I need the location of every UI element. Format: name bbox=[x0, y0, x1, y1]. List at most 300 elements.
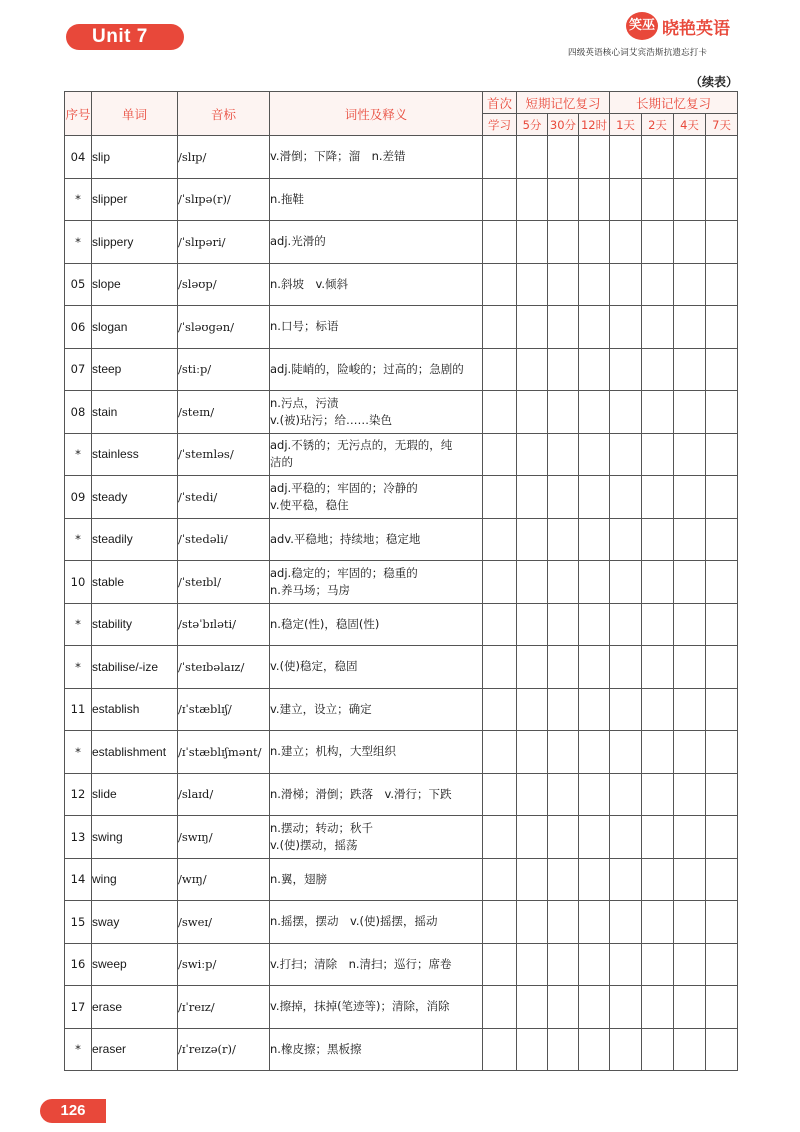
review-checkbox-cell[interactable] bbox=[642, 348, 674, 391]
review-checkbox-cell[interactable] bbox=[579, 391, 610, 434]
row-ipa: /ɪˈreɪzə(r)/ bbox=[178, 1028, 270, 1071]
row-definition bbox=[270, 221, 483, 264]
row-ipa: /swiːp/ bbox=[178, 943, 270, 986]
review-checkbox-cell[interactable] bbox=[548, 306, 579, 349]
row-definition bbox=[270, 476, 483, 519]
review-checkbox-cell[interactable] bbox=[579, 306, 610, 349]
review-checkbox-cell[interactable] bbox=[579, 816, 610, 859]
row-word: slide bbox=[92, 773, 178, 816]
review-checkbox-cell[interactable] bbox=[579, 901, 610, 944]
review-checkbox-cell[interactable] bbox=[483, 263, 517, 306]
row-number: * bbox=[65, 518, 92, 561]
review-checkbox-cell[interactable] bbox=[579, 348, 610, 391]
review-checkbox-cell[interactable] bbox=[517, 1028, 548, 1071]
definition-line: 洁的 bbox=[270, 455, 293, 470]
review-checkbox-cell[interactable] bbox=[579, 646, 610, 689]
review-checkbox-cell[interactable] bbox=[706, 901, 738, 944]
header-interval: 2天 bbox=[642, 114, 674, 136]
row-number: * bbox=[65, 433, 92, 476]
review-checkbox-cell[interactable] bbox=[548, 221, 579, 264]
row-ipa: /ˈstedəli/ bbox=[178, 518, 270, 561]
review-checkbox-cell[interactable] bbox=[610, 943, 642, 986]
review-checkbox-cell[interactable] bbox=[548, 603, 579, 646]
row-definition bbox=[270, 646, 483, 689]
row-number: * bbox=[65, 178, 92, 221]
row-number: 06 bbox=[65, 306, 92, 349]
review-checkbox-cell[interactable] bbox=[642, 646, 674, 689]
review-checkbox-cell[interactable] bbox=[517, 263, 548, 306]
review-checkbox-cell[interactable] bbox=[706, 476, 738, 519]
row-ipa: /ˈsteɪnləs/ bbox=[178, 433, 270, 476]
vocabulary-table bbox=[64, 91, 738, 1071]
table-row bbox=[65, 731, 738, 774]
review-checkbox-cell[interactable] bbox=[579, 561, 610, 604]
review-checkbox-cell[interactable] bbox=[674, 476, 706, 519]
review-checkbox-cell[interactable] bbox=[610, 178, 642, 221]
unit-badge: Unit 7 bbox=[66, 24, 184, 50]
review-checkbox-cell[interactable] bbox=[548, 901, 579, 944]
row-ipa: /sləʊp/ bbox=[178, 263, 270, 306]
review-checkbox-cell[interactable] bbox=[674, 858, 706, 901]
review-checkbox-cell[interactable] bbox=[548, 476, 579, 519]
review-checkbox-cell[interactable] bbox=[674, 348, 706, 391]
row-ipa: /ˈsteɪbl/ bbox=[178, 561, 270, 604]
row-number: 17 bbox=[65, 986, 92, 1029]
review-checkbox-cell[interactable] bbox=[706, 263, 738, 306]
definition-line: adj.稳定的；牢固的；稳重的 bbox=[270, 565, 418, 580]
row-definition bbox=[270, 986, 483, 1029]
review-checkbox-cell[interactable] bbox=[610, 561, 642, 604]
row-ipa: /ˈslɪpə(r)/ bbox=[178, 178, 270, 221]
review-checkbox-cell[interactable] bbox=[642, 943, 674, 986]
definition-line: n.滑梯；滑倒；跌落 v.滑行；下跌 bbox=[270, 786, 452, 801]
review-checkbox-cell[interactable] bbox=[579, 136, 610, 179]
review-checkbox-cell[interactable] bbox=[517, 391, 548, 434]
row-definition bbox=[270, 688, 483, 731]
row-ipa: /ɪˈstæblɪʃmənt/ bbox=[178, 731, 270, 774]
review-checkbox-cell[interactable] bbox=[674, 178, 706, 221]
table-row bbox=[65, 518, 738, 561]
header-number: 序号 bbox=[65, 92, 92, 136]
row-ipa: /sweɪ/ bbox=[178, 901, 270, 944]
review-checkbox-cell[interactable] bbox=[483, 476, 517, 519]
review-checkbox-cell[interactable] bbox=[579, 986, 610, 1029]
header-interval: 7天 bbox=[706, 114, 738, 136]
review-checkbox-cell[interactable] bbox=[706, 943, 738, 986]
review-checkbox-cell[interactable] bbox=[517, 986, 548, 1029]
row-word: stable bbox=[92, 561, 178, 604]
header-first-study-sub: 学习 bbox=[483, 114, 517, 136]
review-checkbox-cell[interactable] bbox=[706, 136, 738, 179]
review-checkbox-cell[interactable] bbox=[579, 688, 610, 731]
row-word: stainless bbox=[92, 433, 178, 476]
review-checkbox-cell[interactable] bbox=[610, 1028, 642, 1071]
row-word: swing bbox=[92, 816, 178, 859]
review-checkbox-cell[interactable] bbox=[579, 773, 610, 816]
row-definition bbox=[270, 433, 483, 476]
header-interval: 5分 bbox=[517, 114, 548, 136]
review-checkbox-cell[interactable] bbox=[674, 646, 706, 689]
review-checkbox-cell[interactable] bbox=[610, 773, 642, 816]
review-checkbox-cell[interactable] bbox=[517, 561, 548, 604]
definition-line: n.摇摆，摆动 v.(使)摇摆，摇动 bbox=[270, 914, 438, 929]
row-word: establish bbox=[92, 688, 178, 731]
review-checkbox-cell[interactable] bbox=[548, 858, 579, 901]
review-checkbox-cell[interactable] bbox=[483, 178, 517, 221]
review-checkbox-cell[interactable] bbox=[674, 136, 706, 179]
row-ipa: /stəˈbɪləti/ bbox=[178, 603, 270, 646]
table-row bbox=[65, 858, 738, 901]
review-checkbox-cell[interactable] bbox=[674, 221, 706, 264]
review-checkbox-cell[interactable] bbox=[642, 901, 674, 944]
review-checkbox-cell[interactable] bbox=[517, 858, 548, 901]
review-checkbox-cell[interactable] bbox=[642, 136, 674, 179]
row-number: * bbox=[65, 603, 92, 646]
review-checkbox-cell[interactable] bbox=[579, 263, 610, 306]
header-word: 单词 bbox=[92, 92, 178, 136]
review-checkbox-cell[interactable] bbox=[548, 391, 579, 434]
row-definition bbox=[270, 561, 483, 604]
review-checkbox-cell[interactable] bbox=[706, 646, 738, 689]
review-checkbox-cell[interactable] bbox=[706, 518, 738, 561]
review-checkbox-cell[interactable] bbox=[579, 221, 610, 264]
row-definition bbox=[270, 136, 483, 179]
review-checkbox-cell[interactable] bbox=[483, 391, 517, 434]
review-checkbox-cell[interactable] bbox=[483, 348, 517, 391]
brand-name: 晓艳英语 bbox=[662, 19, 730, 39]
table-row bbox=[65, 561, 738, 604]
review-checkbox-cell[interactable] bbox=[483, 136, 517, 179]
review-checkbox-cell[interactable] bbox=[548, 731, 579, 774]
review-checkbox-cell[interactable] bbox=[706, 731, 738, 774]
review-checkbox-cell[interactable] bbox=[706, 561, 738, 604]
header-first-study: 首次 bbox=[483, 92, 517, 114]
brand-block bbox=[568, 10, 738, 60]
row-word: sway bbox=[92, 901, 178, 944]
review-checkbox-cell[interactable] bbox=[674, 986, 706, 1029]
review-checkbox-cell[interactable] bbox=[610, 688, 642, 731]
review-checkbox-cell[interactable] bbox=[483, 986, 517, 1029]
review-checkbox-cell[interactable] bbox=[548, 518, 579, 561]
definition-line: n.口号；标语 bbox=[270, 319, 339, 334]
review-checkbox-cell[interactable] bbox=[674, 943, 706, 986]
review-checkbox-cell[interactable] bbox=[579, 603, 610, 646]
review-checkbox-cell[interactable] bbox=[706, 391, 738, 434]
row-definition bbox=[270, 943, 483, 986]
review-checkbox-cell[interactable] bbox=[483, 306, 517, 349]
header-interval: 30分 bbox=[548, 114, 579, 136]
review-checkbox-cell[interactable] bbox=[642, 391, 674, 434]
review-checkbox-cell[interactable] bbox=[517, 603, 548, 646]
review-checkbox-cell[interactable] bbox=[517, 688, 548, 731]
review-checkbox-cell[interactable] bbox=[579, 858, 610, 901]
header-long-term-review: 长期记忆复习 bbox=[610, 92, 738, 114]
row-definition bbox=[270, 263, 483, 306]
definition-line: n.养马场；马房 bbox=[270, 582, 350, 597]
row-word: wing bbox=[92, 858, 178, 901]
definition-line: v.(使)摆动，摇荡 bbox=[270, 837, 358, 852]
review-checkbox-cell[interactable] bbox=[483, 561, 517, 604]
row-number: 05 bbox=[65, 263, 92, 306]
review-checkbox-cell[interactable] bbox=[579, 178, 610, 221]
review-checkbox-cell[interactable] bbox=[483, 603, 517, 646]
definition-line: v.打扫；清除 n.清扫；巡行；席卷 bbox=[270, 956, 452, 971]
row-word: establishment bbox=[92, 731, 178, 774]
review-checkbox-cell[interactable] bbox=[706, 348, 738, 391]
definition-line: n.建立；机构，大型组织 bbox=[270, 744, 396, 759]
row-number: 07 bbox=[65, 348, 92, 391]
table-row bbox=[65, 391, 738, 434]
definition-line: n.污点，污渍 bbox=[270, 395, 339, 410]
review-checkbox-cell[interactable] bbox=[517, 348, 548, 391]
review-checkbox-cell[interactable] bbox=[517, 943, 548, 986]
page-number: 126 bbox=[40, 1099, 106, 1123]
row-word: sweep bbox=[92, 943, 178, 986]
row-definition bbox=[270, 518, 483, 561]
review-checkbox-cell[interactable] bbox=[517, 136, 548, 179]
definition-line: adj.平稳的；牢固的；冷静的 bbox=[270, 480, 418, 495]
review-checkbox-cell[interactable] bbox=[610, 476, 642, 519]
row-word: stain bbox=[92, 391, 178, 434]
review-checkbox-cell[interactable] bbox=[610, 858, 642, 901]
row-definition bbox=[270, 731, 483, 774]
row-ipa: /ˈslɪpəri/ bbox=[178, 221, 270, 264]
review-checkbox-cell[interactable] bbox=[548, 348, 579, 391]
row-word: slippery bbox=[92, 221, 178, 264]
definition-line: adj.陡峭的，险峻的；过高的；急剧的 bbox=[270, 361, 464, 376]
row-number: 16 bbox=[65, 943, 92, 986]
review-checkbox-cell[interactable] bbox=[706, 986, 738, 1029]
review-checkbox-cell[interactable] bbox=[610, 518, 642, 561]
row-number: 08 bbox=[65, 391, 92, 434]
review-checkbox-cell[interactable] bbox=[483, 221, 517, 264]
review-checkbox-cell[interactable] bbox=[642, 773, 674, 816]
row-ipa: /ɪˈstæblɪʃ/ bbox=[178, 688, 270, 731]
review-checkbox-cell[interactable] bbox=[642, 731, 674, 774]
review-checkbox-cell[interactable] bbox=[548, 178, 579, 221]
definition-line: v.滑倒；下降；溜 n.差错 bbox=[270, 149, 406, 164]
review-checkbox-cell[interactable] bbox=[706, 178, 738, 221]
review-checkbox-cell[interactable] bbox=[706, 1028, 738, 1071]
review-checkbox-cell[interactable] bbox=[579, 476, 610, 519]
review-checkbox-cell[interactable] bbox=[674, 391, 706, 434]
definition-line: v.建立，设立；确定 bbox=[270, 701, 372, 716]
review-checkbox-cell[interactable] bbox=[674, 306, 706, 349]
header-interval: 1天 bbox=[610, 114, 642, 136]
review-checkbox-cell[interactable] bbox=[706, 603, 738, 646]
review-checkbox-cell[interactable] bbox=[579, 731, 610, 774]
review-checkbox-cell[interactable] bbox=[483, 731, 517, 774]
definition-line: n.摆动；转动；秋千 bbox=[270, 820, 373, 835]
review-checkbox-cell[interactable] bbox=[548, 1028, 579, 1071]
review-checkbox-cell[interactable] bbox=[642, 688, 674, 731]
review-checkbox-cell[interactable] bbox=[674, 1028, 706, 1071]
review-checkbox-cell[interactable] bbox=[674, 433, 706, 476]
row-definition bbox=[270, 901, 483, 944]
row-definition bbox=[270, 816, 483, 859]
review-checkbox-cell[interactable] bbox=[610, 221, 642, 264]
review-checkbox-cell[interactable] bbox=[642, 858, 674, 901]
header-ipa: 音标 bbox=[178, 92, 270, 136]
review-checkbox-cell[interactable] bbox=[548, 943, 579, 986]
review-checkbox-cell[interactable] bbox=[610, 348, 642, 391]
review-checkbox-cell[interactable] bbox=[483, 773, 517, 816]
review-checkbox-cell[interactable] bbox=[579, 518, 610, 561]
review-checkbox-cell[interactable] bbox=[483, 943, 517, 986]
review-checkbox-cell[interactable] bbox=[706, 816, 738, 859]
table-row bbox=[65, 688, 738, 731]
review-checkbox-cell[interactable] bbox=[483, 816, 517, 859]
review-checkbox-cell[interactable] bbox=[483, 646, 517, 689]
review-checkbox-cell[interactable] bbox=[610, 986, 642, 1029]
row-number: 04 bbox=[65, 136, 92, 179]
review-checkbox-cell[interactable] bbox=[642, 816, 674, 859]
review-checkbox-cell[interactable] bbox=[674, 688, 706, 731]
review-checkbox-cell[interactable] bbox=[517, 901, 548, 944]
brand-logo-icon: 笑巫 bbox=[626, 12, 658, 40]
review-checkbox-cell[interactable] bbox=[517, 221, 548, 264]
review-checkbox-cell[interactable] bbox=[610, 816, 642, 859]
row-definition bbox=[270, 858, 483, 901]
review-checkbox-cell[interactable] bbox=[706, 433, 738, 476]
review-checkbox-cell[interactable] bbox=[642, 561, 674, 604]
row-ipa: /slaɪd/ bbox=[178, 773, 270, 816]
review-checkbox-cell[interactable] bbox=[483, 858, 517, 901]
review-checkbox-cell[interactable] bbox=[548, 561, 579, 604]
row-word: erase bbox=[92, 986, 178, 1029]
review-checkbox-cell[interactable] bbox=[642, 221, 674, 264]
definition-line: n.橡皮擦；黑板擦 bbox=[270, 1041, 362, 1056]
row-ipa: /ɪˈreɪz/ bbox=[178, 986, 270, 1029]
review-checkbox-cell[interactable] bbox=[610, 263, 642, 306]
table-row bbox=[65, 901, 738, 944]
review-checkbox-cell[interactable] bbox=[548, 263, 579, 306]
row-word: slogan bbox=[92, 306, 178, 349]
review-checkbox-cell[interactable] bbox=[706, 773, 738, 816]
review-checkbox-cell[interactable] bbox=[483, 901, 517, 944]
row-definition bbox=[270, 306, 483, 349]
review-checkbox-cell[interactable] bbox=[610, 391, 642, 434]
review-checkbox-cell[interactable] bbox=[674, 603, 706, 646]
header-definition: 词性及释义 bbox=[270, 92, 483, 136]
review-checkbox-cell[interactable] bbox=[642, 603, 674, 646]
review-checkbox-cell[interactable] bbox=[706, 306, 738, 349]
review-checkbox-cell[interactable] bbox=[517, 433, 548, 476]
review-checkbox-cell[interactable] bbox=[642, 1028, 674, 1071]
row-ipa: /slɪp/ bbox=[178, 136, 270, 179]
review-checkbox-cell[interactable] bbox=[517, 773, 548, 816]
review-checkbox-cell[interactable] bbox=[579, 433, 610, 476]
review-checkbox-cell[interactable] bbox=[517, 518, 548, 561]
table-row bbox=[65, 136, 738, 179]
review-checkbox-cell[interactable] bbox=[548, 433, 579, 476]
review-checkbox-cell[interactable] bbox=[610, 306, 642, 349]
row-word: slip bbox=[92, 136, 178, 179]
table-row bbox=[65, 306, 738, 349]
review-checkbox-cell[interactable] bbox=[642, 263, 674, 306]
review-checkbox-cell[interactable] bbox=[548, 816, 579, 859]
table-row bbox=[65, 263, 738, 306]
header-short-term-review: 短期记忆复习 bbox=[517, 92, 610, 114]
review-checkbox-cell[interactable] bbox=[674, 263, 706, 306]
review-checkbox-cell[interactable] bbox=[579, 943, 610, 986]
review-checkbox-cell[interactable] bbox=[483, 518, 517, 561]
review-checkbox-cell[interactable] bbox=[483, 1028, 517, 1071]
review-checkbox-cell[interactable] bbox=[517, 178, 548, 221]
review-checkbox-cell[interactable] bbox=[706, 221, 738, 264]
review-checkbox-cell[interactable] bbox=[674, 731, 706, 774]
row-ipa: /ˈstedi/ bbox=[178, 476, 270, 519]
review-checkbox-cell[interactable] bbox=[642, 433, 674, 476]
definition-line: v.(被)玷污；给……染色 bbox=[270, 412, 393, 427]
review-checkbox-cell[interactable] bbox=[483, 688, 517, 731]
row-ipa: /ˈsləʊgən/ bbox=[178, 306, 270, 349]
review-checkbox-cell[interactable] bbox=[579, 1028, 610, 1071]
review-checkbox-cell[interactable] bbox=[548, 136, 579, 179]
review-checkbox-cell[interactable] bbox=[517, 476, 548, 519]
review-checkbox-cell[interactable] bbox=[706, 858, 738, 901]
definition-line: v.使平稳，稳住 bbox=[270, 497, 349, 512]
review-checkbox-cell[interactable] bbox=[642, 476, 674, 519]
row-word: steep bbox=[92, 348, 178, 391]
review-checkbox-cell[interactable] bbox=[674, 773, 706, 816]
row-number: 11 bbox=[65, 688, 92, 731]
row-number: * bbox=[65, 221, 92, 264]
review-checkbox-cell[interactable] bbox=[610, 433, 642, 476]
review-checkbox-cell[interactable] bbox=[642, 306, 674, 349]
review-checkbox-cell[interactable] bbox=[642, 986, 674, 1029]
review-checkbox-cell[interactable] bbox=[642, 518, 674, 561]
definition-line: n.稳定(性)，稳固(性) bbox=[270, 616, 380, 631]
review-checkbox-cell[interactable] bbox=[610, 901, 642, 944]
review-checkbox-cell[interactable] bbox=[517, 646, 548, 689]
review-checkbox-cell[interactable] bbox=[517, 306, 548, 349]
review-checkbox-cell[interactable] bbox=[610, 603, 642, 646]
table-row bbox=[65, 773, 738, 816]
review-checkbox-cell[interactable] bbox=[610, 731, 642, 774]
review-checkbox-cell[interactable] bbox=[610, 136, 642, 179]
row-number: 14 bbox=[65, 858, 92, 901]
review-checkbox-cell[interactable] bbox=[674, 816, 706, 859]
definition-line: adv.平稳地；持续地；稳定地 bbox=[270, 531, 421, 546]
row-definition bbox=[270, 348, 483, 391]
header-interval: 4天 bbox=[674, 114, 706, 136]
review-checkbox-cell[interactable] bbox=[706, 688, 738, 731]
definition-line: v.擦掉，抹掉(笔迹等)；清除，消除 bbox=[270, 999, 450, 1014]
review-checkbox-cell[interactable] bbox=[642, 178, 674, 221]
table-row bbox=[65, 178, 738, 221]
review-checkbox-cell[interactable] bbox=[674, 901, 706, 944]
row-number: 12 bbox=[65, 773, 92, 816]
review-checkbox-cell[interactable] bbox=[483, 433, 517, 476]
row-number: * bbox=[65, 731, 92, 774]
table-row bbox=[65, 943, 738, 986]
row-word: stabilise/-ize bbox=[92, 646, 178, 689]
row-word: slope bbox=[92, 263, 178, 306]
review-checkbox-cell[interactable] bbox=[548, 986, 579, 1029]
review-checkbox-cell[interactable] bbox=[517, 816, 548, 859]
review-checkbox-cell[interactable] bbox=[674, 518, 706, 561]
review-checkbox-cell[interactable] bbox=[548, 773, 579, 816]
review-checkbox-cell[interactable] bbox=[548, 688, 579, 731]
definition-line: v.(使)稳定，稳固 bbox=[270, 659, 358, 674]
review-checkbox-cell[interactable] bbox=[548, 646, 579, 689]
review-checkbox-cell[interactable] bbox=[674, 561, 706, 604]
review-checkbox-cell[interactable] bbox=[610, 646, 642, 689]
row-word: steadily bbox=[92, 518, 178, 561]
row-ipa: /wɪŋ/ bbox=[178, 858, 270, 901]
review-checkbox-cell[interactable] bbox=[517, 731, 548, 774]
